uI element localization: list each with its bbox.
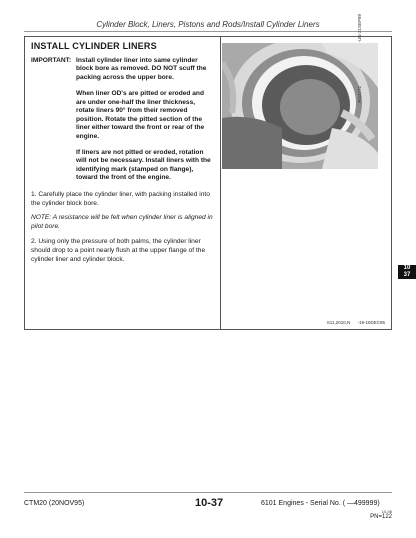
column-divider [220, 37, 221, 329]
important-label: IMPORTANT: [31, 57, 72, 64]
engine-serial: 6101 Engines - Serial No. ( —499999) [261, 500, 380, 507]
important-paragraph: If liners are not pitted or eroded, rotation will not be necessary. Install liners with the identifying mark (stamped on flange), toward the front of the engine. [76, 148, 211, 182]
important-notice [31, 57, 214, 191]
important-body [76, 57, 214, 191]
cylinder-liner-photo [222, 43, 378, 169]
figure-id-bottom: RG3772 [357, 86, 362, 103]
footer-divider [24, 492, 392, 493]
page-number: 10-37 [195, 497, 224, 509]
footer-small-code: 10-98 [381, 509, 392, 514]
instruction-column [31, 41, 214, 271]
section-tab [398, 265, 416, 279]
content-frame [24, 36, 392, 330]
figure-code-left: S11,2010,N [326, 320, 351, 325]
note: NOTE: A resistance will be felt when cylinder liner is aligned in pilot bore. [31, 214, 213, 231]
important-paragraph: Install cylinder liner into same cylinder block bore as removed. DO NOT scuff the packing across the upper bore. [76, 57, 207, 81]
step-1: 1. Carefully place the cylinder liner, with packing installed into the cylinder block bore. [31, 190, 210, 207]
important-paragraph: When liner OD's are pitted or eroded and are under one-half the liner thickness, rotate liners 90° from their removed position. Rotate the pitted section of the liner either toward the front or rear of the engine. [76, 90, 205, 140]
photo-illustration [222, 43, 378, 169]
figure-code [321, 320, 385, 325]
section-tab-line2: 37 [403, 272, 411, 278]
section-title: INSTALL CYLINDER LINERS [31, 41, 157, 51]
step-2: 2. Using only the pressure of both palms, the cylinder liner should drop to a point nearly flush at the upper flange of the cylinder liner and cylinder block. [31, 238, 206, 264]
page-header: Cylinder Block, Liners, Pistons and Rods/Install Cylinder Liners [96, 20, 320, 29]
page-ref: PN=122 [370, 514, 392, 520]
section-tab-line1: 10 [403, 265, 411, 271]
header-divider [24, 31, 392, 32]
manual-id: CTM20 (20NOV95) [24, 500, 85, 507]
figure-id-top: -UN-21SEP89 [357, 14, 362, 43]
figure-code-right: -19-16DEC95 [357, 320, 385, 325]
